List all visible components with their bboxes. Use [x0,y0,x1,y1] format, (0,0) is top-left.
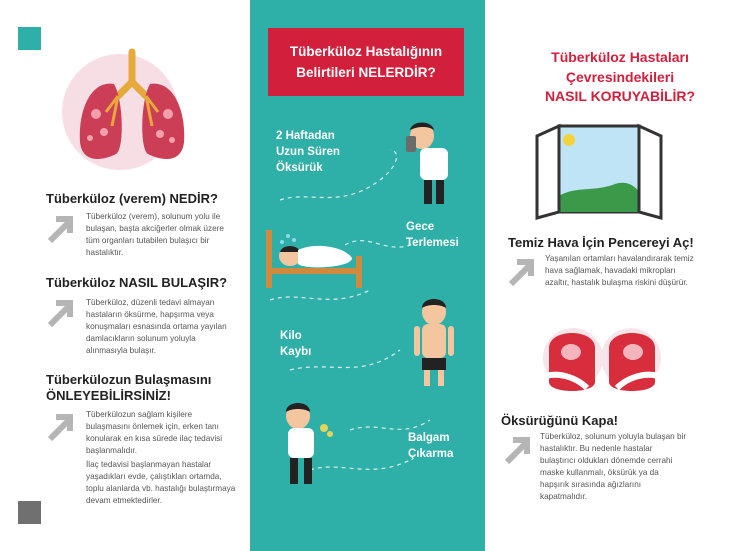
night-sweat-bed-illustration [264,228,364,290]
arrow-icon [44,213,76,245]
symptom-line: Çıkarma [408,448,454,460]
title-line: NASIL KORUYABİLİR? [544,88,696,104]
symptom-line: Uzun Süren [276,146,340,158]
title-line: Belirtileri NELERDİR? [296,65,436,80]
section-heading: Tüberküloz NASIL BULAŞIR? [46,275,228,290]
symptom-line: Kaybı [280,346,312,358]
arrow-icon [501,434,533,466]
arrow-icon [44,297,76,329]
section-heading: ÖNLEYEBİLİRSİNİZ! [46,388,171,403]
symptom-line: Terlemesi [406,237,459,249]
open-window-illustration [535,122,665,220]
section-heading: Tüberkülozun Bulaşmasını [46,372,212,387]
symptom-label [406,219,459,251]
section-body: Tüberküloz, düzenli tedavi almayan hastaların öksürme, hapşırma veya konuşmaları esnasında ortama yayılan damlacıkların solunum yoluyla alınmasıyla bulaşır. [86,298,227,355]
tip-body: Tüberküloz, solunum yoluyla bulaşan bir hastalıktır. Bu nedenle hastalar bulaştırıcı oldukları dönemde cerrahi maske kullanmalı, öksürük ya da hapşırık sırasında ağızlarını kapatmalıdır. [540,432,687,501]
left-panel [0,0,250,551]
cough-cover-illustration [537,318,667,402]
title-line: Çevresindekileri [565,68,675,85]
tip-heading: Temiz Hava İçin Pencereyi Aç! [508,235,694,250]
symptom-line: Balgam [408,432,450,444]
right-panel [485,0,750,551]
lungs-illustration [60,42,200,172]
symptom-label [408,430,453,462]
arrow-icon [505,256,537,288]
symptom-line: 2 Haftadan [276,130,335,142]
section-body: Tüberküloz (verem), solunum yolu ile bulaşan, başta akciğerler olmak üzere tüm organları tutabilen bulaşıcı bir hastalıktır. [86,212,224,257]
arrow-icon [44,411,76,443]
symptom-line: Öksürük [276,162,323,174]
symptom-line: Gece [406,221,435,233]
phlegm-man-illustration [268,398,338,488]
section-heading: Tüberküloz (verem) NEDİR? [46,191,218,206]
grey-corner-square [18,501,41,524]
tip-body: Yaşanılan ortamları havalandırarak temiz hava sağlamak, havadaki mikropları azaltır, hastalık bulaşma riskini düşürür. [545,254,694,287]
thin-man-illustration [408,296,460,388]
section-body: Tüberkülozun sağlam kişilere bulaşmasını önlemek için, erken tanı konularak en kısa sürede ilaç tedavisi başlanmalıdır. [86,410,223,455]
coughing-man-illustration [398,118,470,210]
section-body: İlaç tedavisi başlanmayan hastalar yaşadıkları evde, çalıştıkları ortamda, toplu alanlarda vb. hastalığı bulaştırmaya devam etmektedirler. [86,460,236,505]
symptom-line: Kilo [280,330,302,342]
symptom-label [276,128,340,176]
middle-panel [250,0,485,551]
title-line: Tüberküloz Hastalığının [289,44,443,59]
protection-title [505,48,735,107]
title-line: Tüberküloz Hastaları [551,49,689,65]
teal-corner-square [18,27,41,50]
tip-heading: Öksürüğünü Kapa! [501,413,619,428]
symptom-label [280,328,311,360]
